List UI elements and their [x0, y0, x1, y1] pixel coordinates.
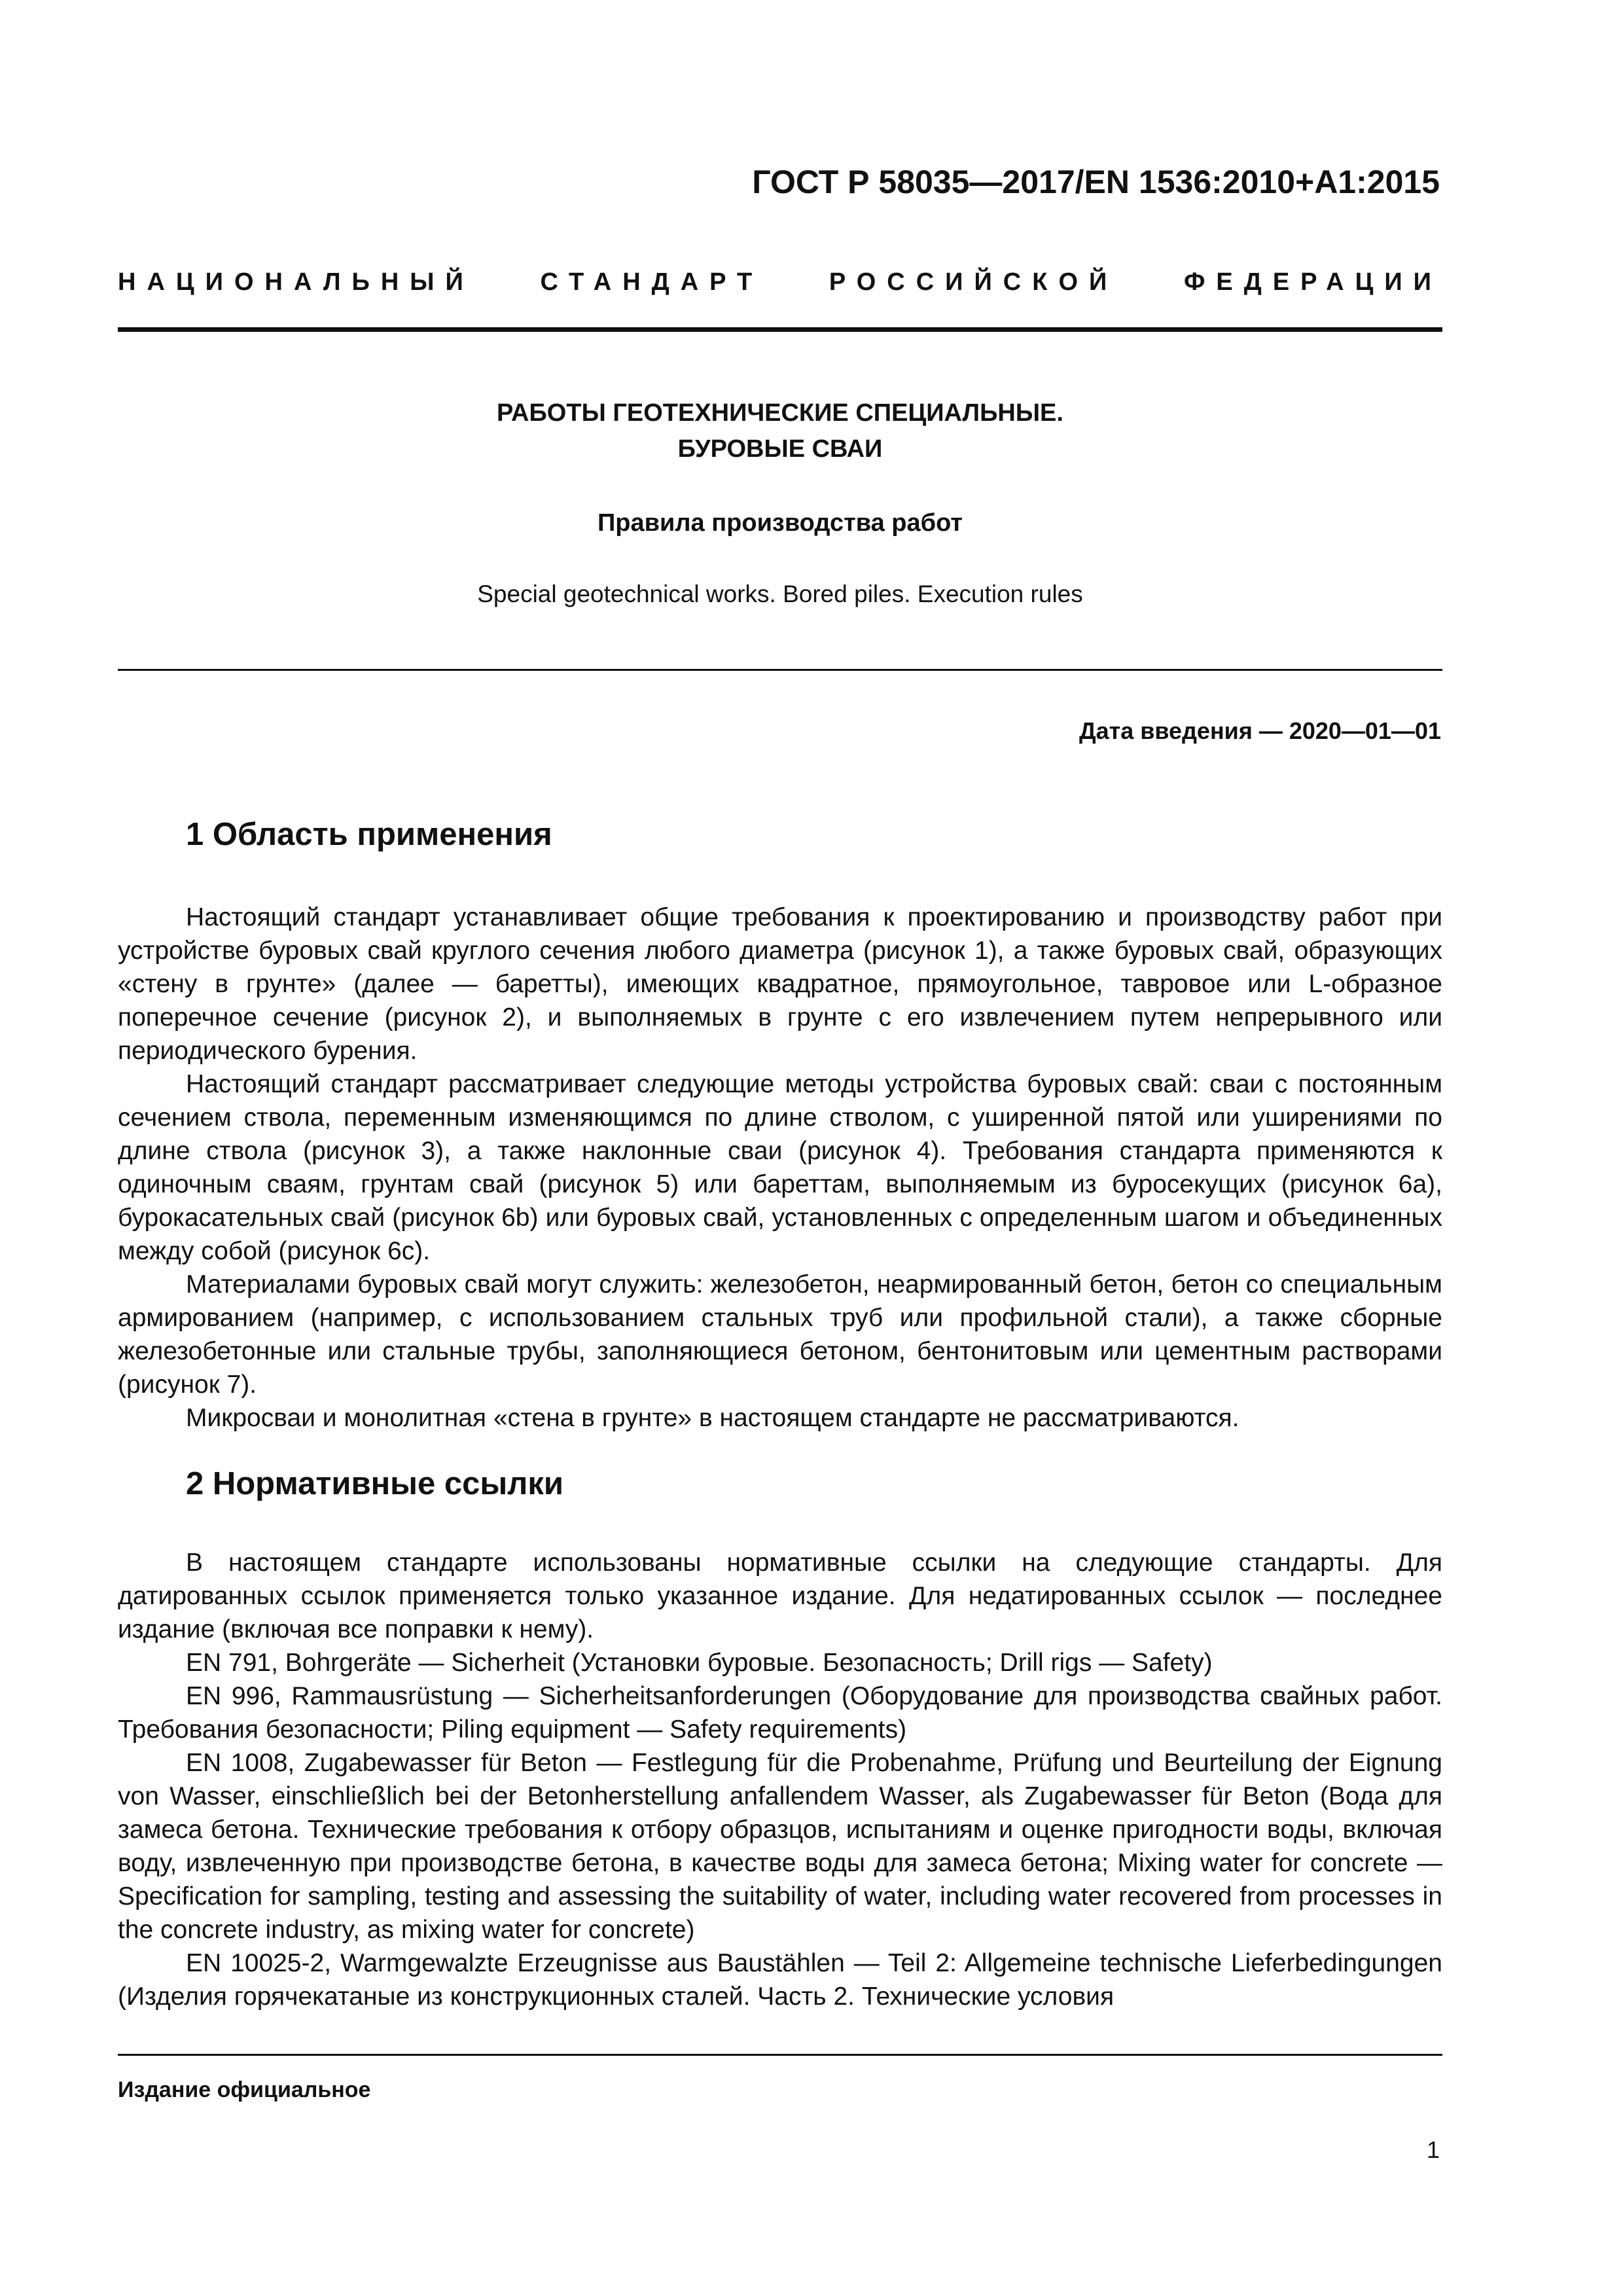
- reference-item: EN 791, Bohrgeräte — Sicherheit (Установки буровые. Безопасность; Drill rigs — Safety): [186, 1649, 1213, 1677]
- national-standard-word: РОССИЙСКОЙ: [829, 268, 1118, 296]
- page-number: 1: [1426, 2136, 1440, 2163]
- standard-designation: ГОСТ Р 58035—2017/EN 1536:2010+А1:2015: [752, 164, 1440, 200]
- document-title: [118, 395, 1442, 467]
- national-standard-word: СТАНДАРТ: [540, 268, 764, 296]
- reference-item: EN 10025-2, Warmgewalzte Erzeugnisse aus Baustählen — Teil 2: Allgemeine technische Lieferbedingungen (Изделия горячекатаные из конструкционных сталей. Часть 2. Технические условия: [118, 1949, 1442, 2011]
- section-heading-scope: 1 Область применения: [186, 817, 552, 852]
- national-standard-line: [118, 264, 1442, 300]
- introduction-date: Дата введения — 2020—01—01: [1079, 717, 1441, 744]
- paragraph: Материалами буровых свай могут служить: железобетон, неармированный бетон, бетон со специальным армированием (например, с использованием стальных труб или профильной стали), а также сборные железобетонные или стальные трубы, заполняющиеся бетоном, бентонитовым или цементным растворами (рисунок 7).: [118, 1270, 1442, 1399]
- paragraph: В настоящем стандарте использованы нормативные ссылки на следующие стандарты. Для датированных ссылок применяется только указанное издание. Для недатированных ссылок — последнее издание (включая все поправки к нему).: [118, 1549, 1442, 1643]
- document-subtitle: Правила производства работ: [597, 509, 963, 537]
- header-divider: [118, 327, 1442, 332]
- document-title-line: РАБОТЫ ГЕОТЕХНИЧЕСКИЕ СПЕЦИАЛЬНЫЕ.: [497, 399, 1063, 427]
- english-title: Special geotechnical works. Bored piles. Execution rules: [477, 581, 1083, 607]
- title-divider: [118, 669, 1442, 671]
- national-standard-word: ФЕДЕРАЦИИ: [1183, 268, 1442, 296]
- reference-item: EN 996, Rammausrüstung — Sicherheitsanforderungen (Оборудование для производства свайных работ. Требования безопасности; Piling equipment — Safety requirements): [118, 1682, 1442, 1744]
- national-standard-word: НАЦИОНАЛЬНЫЙ: [118, 268, 474, 296]
- paragraph: Настоящий стандарт устанавливает общие требования к проектированию и производству работ при устройстве буровых свай круглого сечения любого диаметра (рисунок 1), а также буровых свай, образующих «стену в грунте» (далее — баретты), имеющих квадратное, прямоугольное, тавровое или L-образное поперечное сечение (рисунок 2), и выполняемых в грунте с его извлечением путем непрерывного или периодического бурения.: [118, 903, 1442, 1065]
- paragraph: Настоящий стандарт рассматривает следующие методы устройства буровых свай: сваи с постоянным сечением ствола, переменным изменяющимся по длине стволом, с уширенной пятой или уширениями по длине ствола (рисунок 3), а также наклонные сваи (рисунок 4). Требования стандарта применяются к одиночным сваям, грунтам свай (рисунок 5) или бареттам, выполняемым из буросекущих (рисунок 6a), бурокасательных свай (рисунок 6b) или буровых свай, установленных с определенным шагом и объединенных между собой (рисунок 6c).: [118, 1070, 1442, 1265]
- official-edition-label: Издание официальное: [118, 2077, 371, 2102]
- paragraph: Микросваи и монолитная «стена в грунте» в настоящем стандарте не рассматриваются.: [186, 1404, 1240, 1432]
- document-title-line: БУРОВЫЕ СВАИ: [677, 435, 883, 463]
- footer-divider: [118, 2054, 1442, 2056]
- reference-item: EN 1008, Zugabewasser für Beton — Festlegung für die Probenahme, Prüfung und Beurteilung der Eignung von Wasser, einschließlich bei der Betonherstellung anfallendem Wasser, als Zugabewasser für Beton (Вода для замеса бетона. Технические требования к отбору образцов, испытаниям и оценке пригодности воды, включая воду, извлеченную при производстве бетона, в качестве воды для замеса бетона; Mixing water for concrete — Specification for sampling, testing and assessing the suitability of water, including water recovered from processes in the concrete industry, as mixing water for concrete): [118, 1749, 1442, 1944]
- section-heading-normative-references: 2 Нормативные ссылки: [186, 1466, 563, 1501]
- document-body: [118, 812, 1442, 2013]
